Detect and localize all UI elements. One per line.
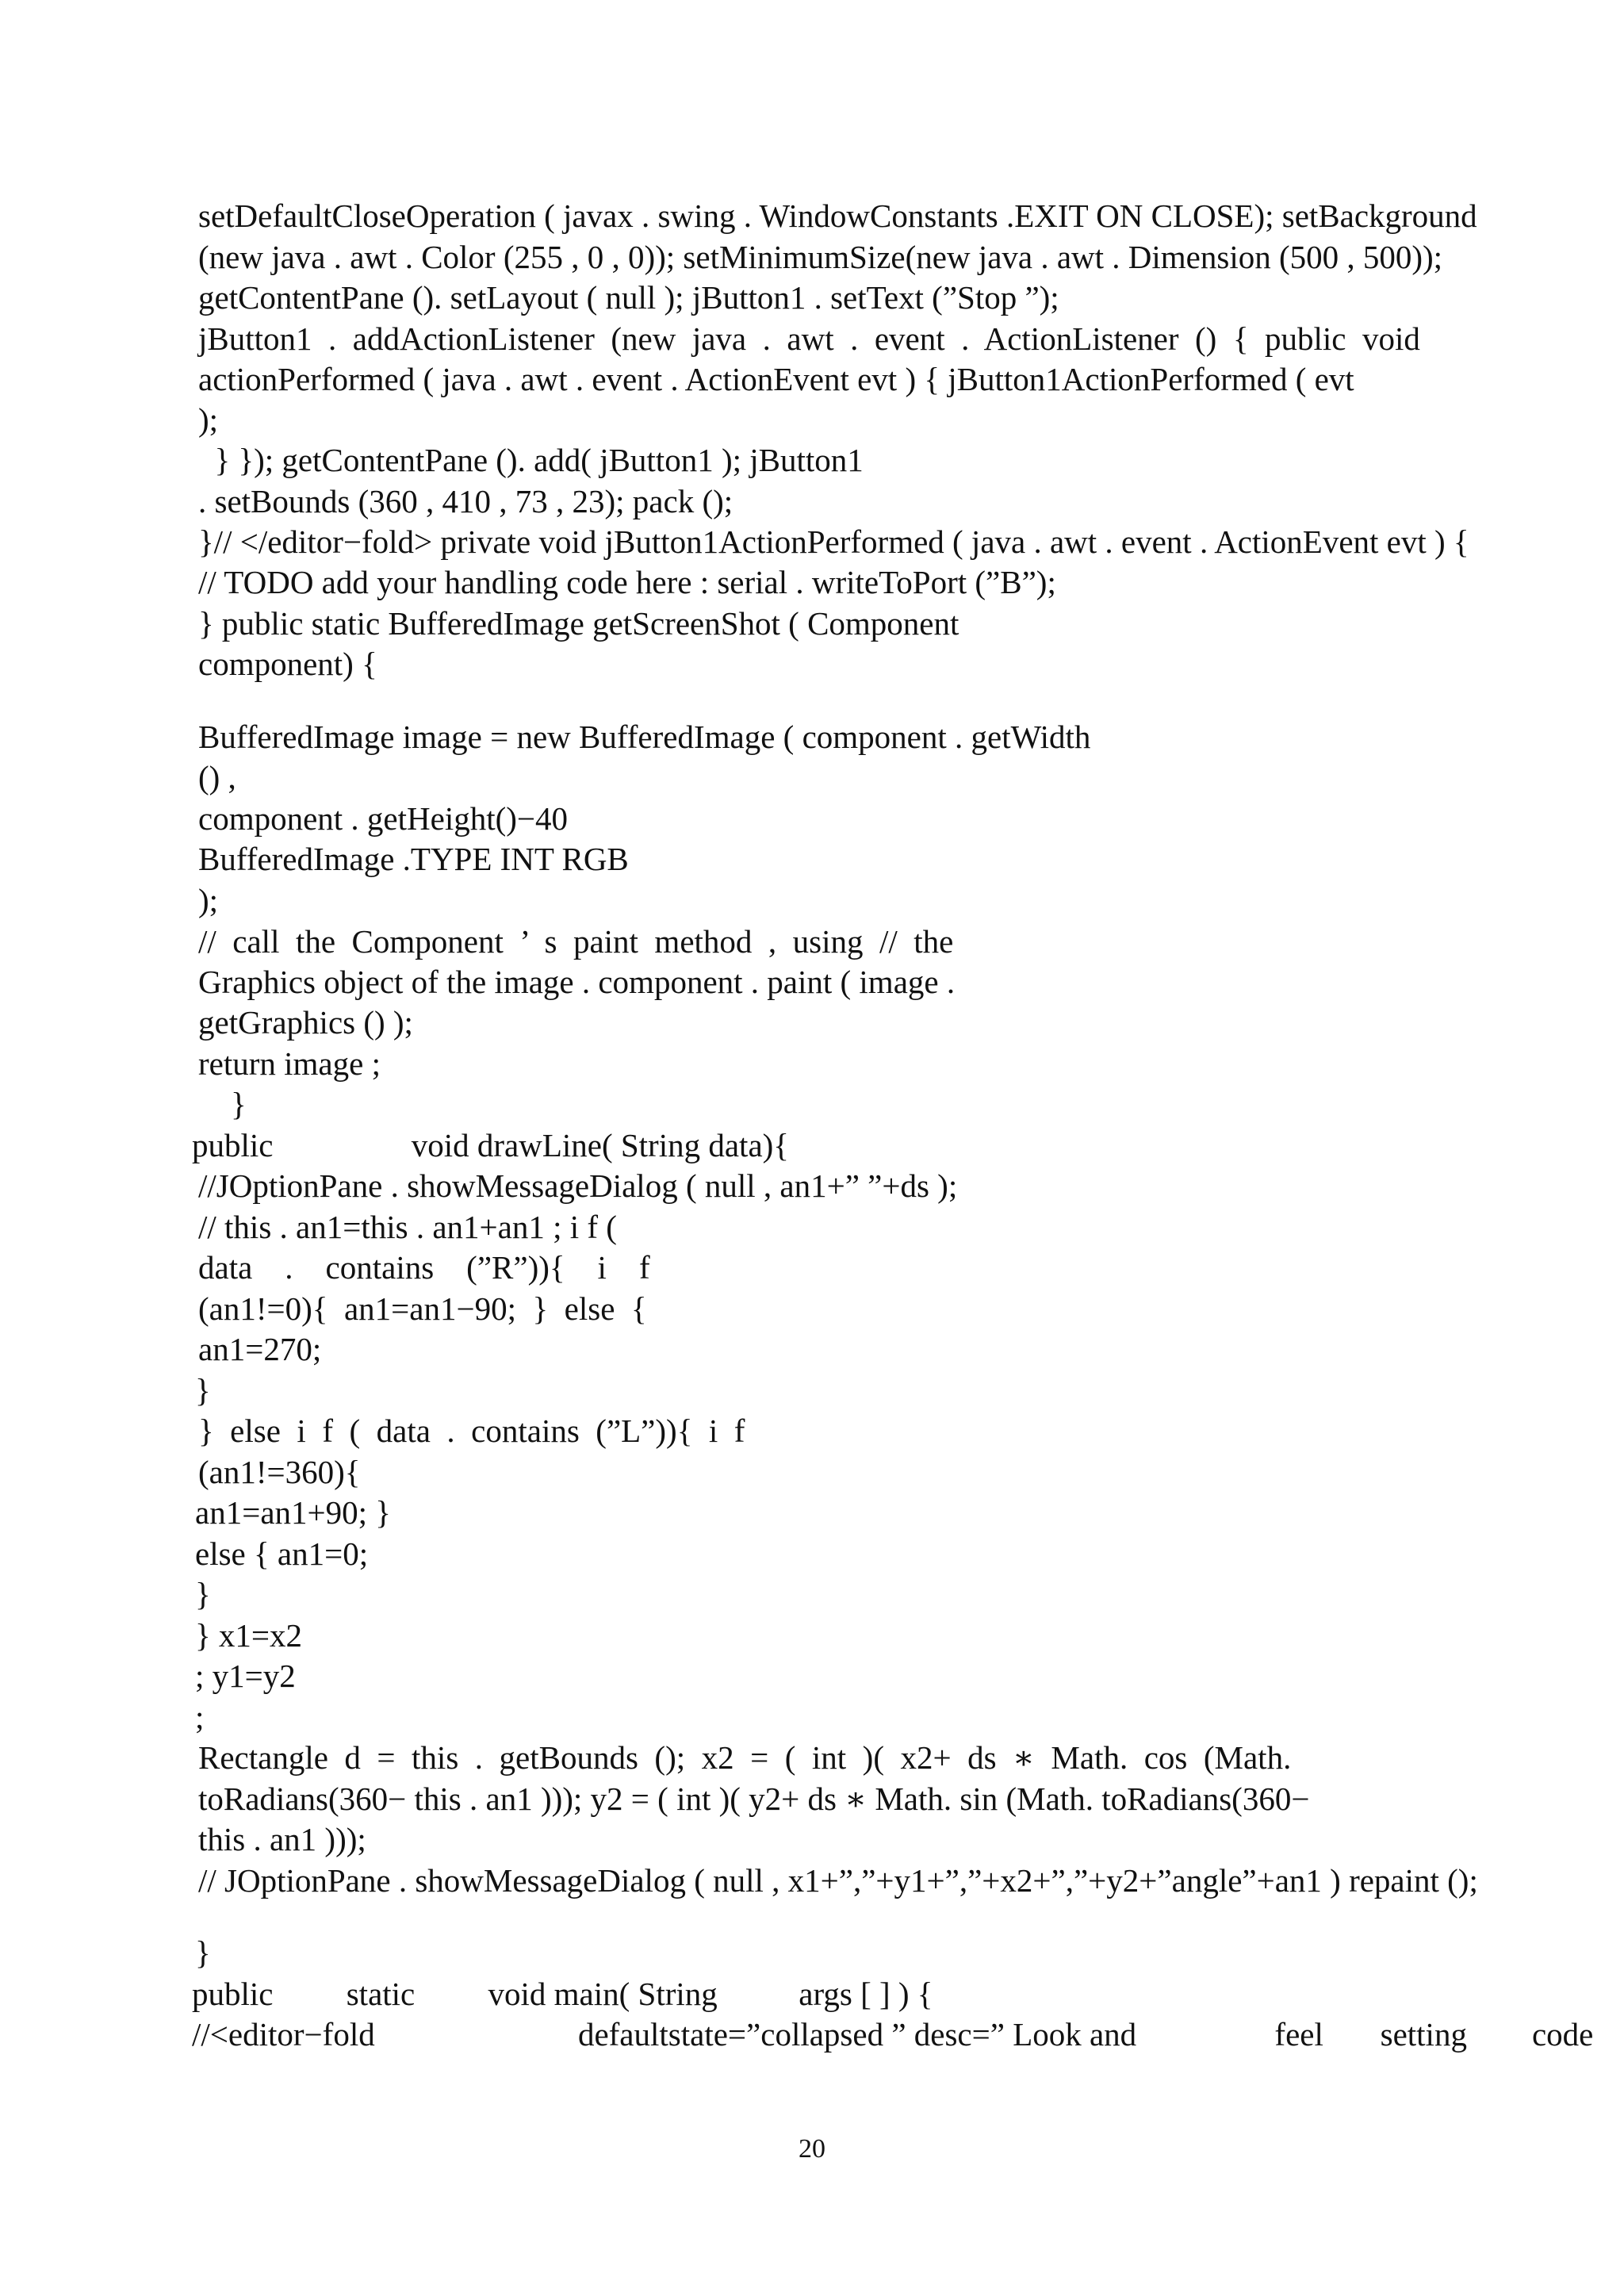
code-line: jButton1 . addActionListener (new java . awt . event . ActionListener () { public void xyxy=(198,320,1420,357)
code-line: else { an1=0; xyxy=(195,1535,369,1572)
code-line: . setBounds (360 , 410 , 73 , 23); pack (); xyxy=(198,483,733,519)
code-line: }// </editor−fold> private void jButton1ActionPerformed ( java . awt . event . ActionEvent evt ) { xyxy=(198,523,1469,560)
code-line: } xyxy=(195,1576,211,1612)
code-line: //<editor−fold defaultstate=”collapsed ” desc=” Look and feel setting code xyxy=(192,2016,1594,2053)
code-line: } xyxy=(198,1086,247,1122)
code-line: ; y1=y2 xyxy=(195,1658,296,1694)
code-line: actionPerformed ( java . awt . event . ActionEvent evt ) { jButton1ActionPerformed ( evt xyxy=(198,361,1354,397)
code-line: } xyxy=(195,1934,211,1971)
code-line: } xyxy=(195,1372,211,1409)
code-line: component) { xyxy=(198,646,377,682)
code-line: Graphics object of the image . component . paint ( image . xyxy=(198,964,956,1000)
code-line: an1=an1+90; } xyxy=(195,1494,391,1531)
code-line: toRadians(360− this . an1 ))); y2 = ( int )( y2+ ds ∗ Math. sin (Math. toRadians(360− xyxy=(198,1780,1310,1817)
code-line: ); xyxy=(198,882,219,918)
page-number: 20 xyxy=(799,2134,825,2164)
code-line: () , xyxy=(198,759,236,795)
code-line: public static void main( String args [ ] ) { xyxy=(192,1976,933,2012)
code-line: BufferedImage image = new BufferedImage ( component . getWidth xyxy=(198,719,1091,755)
code-line: } else i f ( data . contains (”L”)){ i f xyxy=(198,1412,745,1449)
code-line: (an1!=0){ an1=an1−90; } else { xyxy=(198,1290,647,1327)
code-line: BufferedImage .TYPE INT RGB xyxy=(198,841,629,877)
code-line: //JOptionPane . showMessageDialog ( null , an1+” ”+ds ); xyxy=(198,1167,958,1204)
code-line: setDefaultCloseOperation ( javax . swing . WindowConstants .EXIT ON CLOSE); setBackground xyxy=(198,197,1477,234)
code-line: getGraphics () ); xyxy=(198,1004,413,1041)
code-line: // this . an1=this . an1+an1 ; i f ( xyxy=(198,1209,617,1245)
code-line: // TODO add your handling code here : serial . writeToPort (”B”); xyxy=(198,564,1056,600)
code-line: this . an1 ))); xyxy=(198,1821,366,1857)
code-line: return image ; xyxy=(198,1045,381,1082)
code-line: component . getHeight()−40 xyxy=(198,800,569,837)
code-line: Rectangle d = this . getBounds (); x2 = ( int )( x2+ ds ∗ Math. cos (Math. xyxy=(198,1739,1292,1776)
code-line: data . contains (”R”)){ i f xyxy=(198,1249,650,1286)
code-line: ; xyxy=(195,1699,205,1735)
code-line: an1=270; xyxy=(198,1331,322,1367)
code-line: // JOptionPane . showMessageDialog ( null , x1+”,”+y1+”,”+x2+”,”+y2+”angle”+an1 ) repaint (); xyxy=(198,1862,1478,1899)
code-line: getContentPane (). setLayout ( null ); jButton1 . setText (”Stop ”); xyxy=(198,279,1059,316)
code-line: } x1=x2 xyxy=(195,1617,303,1654)
code-line: public void drawLine( String data){ xyxy=(192,1127,789,1163)
code-line: (new java . awt . Color (255 , 0 , 0)); setMinimumSize(new java . awt . Dimension (500 , 500)); xyxy=(198,239,1443,275)
code-line: } }); getContentPane (). add( jButton1 ); jButton1 xyxy=(198,442,864,478)
code-line: } public static BufferedImage getScreenShot ( Component xyxy=(198,605,959,642)
code-line: // call the Component ’ s paint method , using // the xyxy=(198,923,954,960)
code-line: ); xyxy=(198,401,219,438)
code-line: (an1!=360){ xyxy=(198,1454,361,1490)
